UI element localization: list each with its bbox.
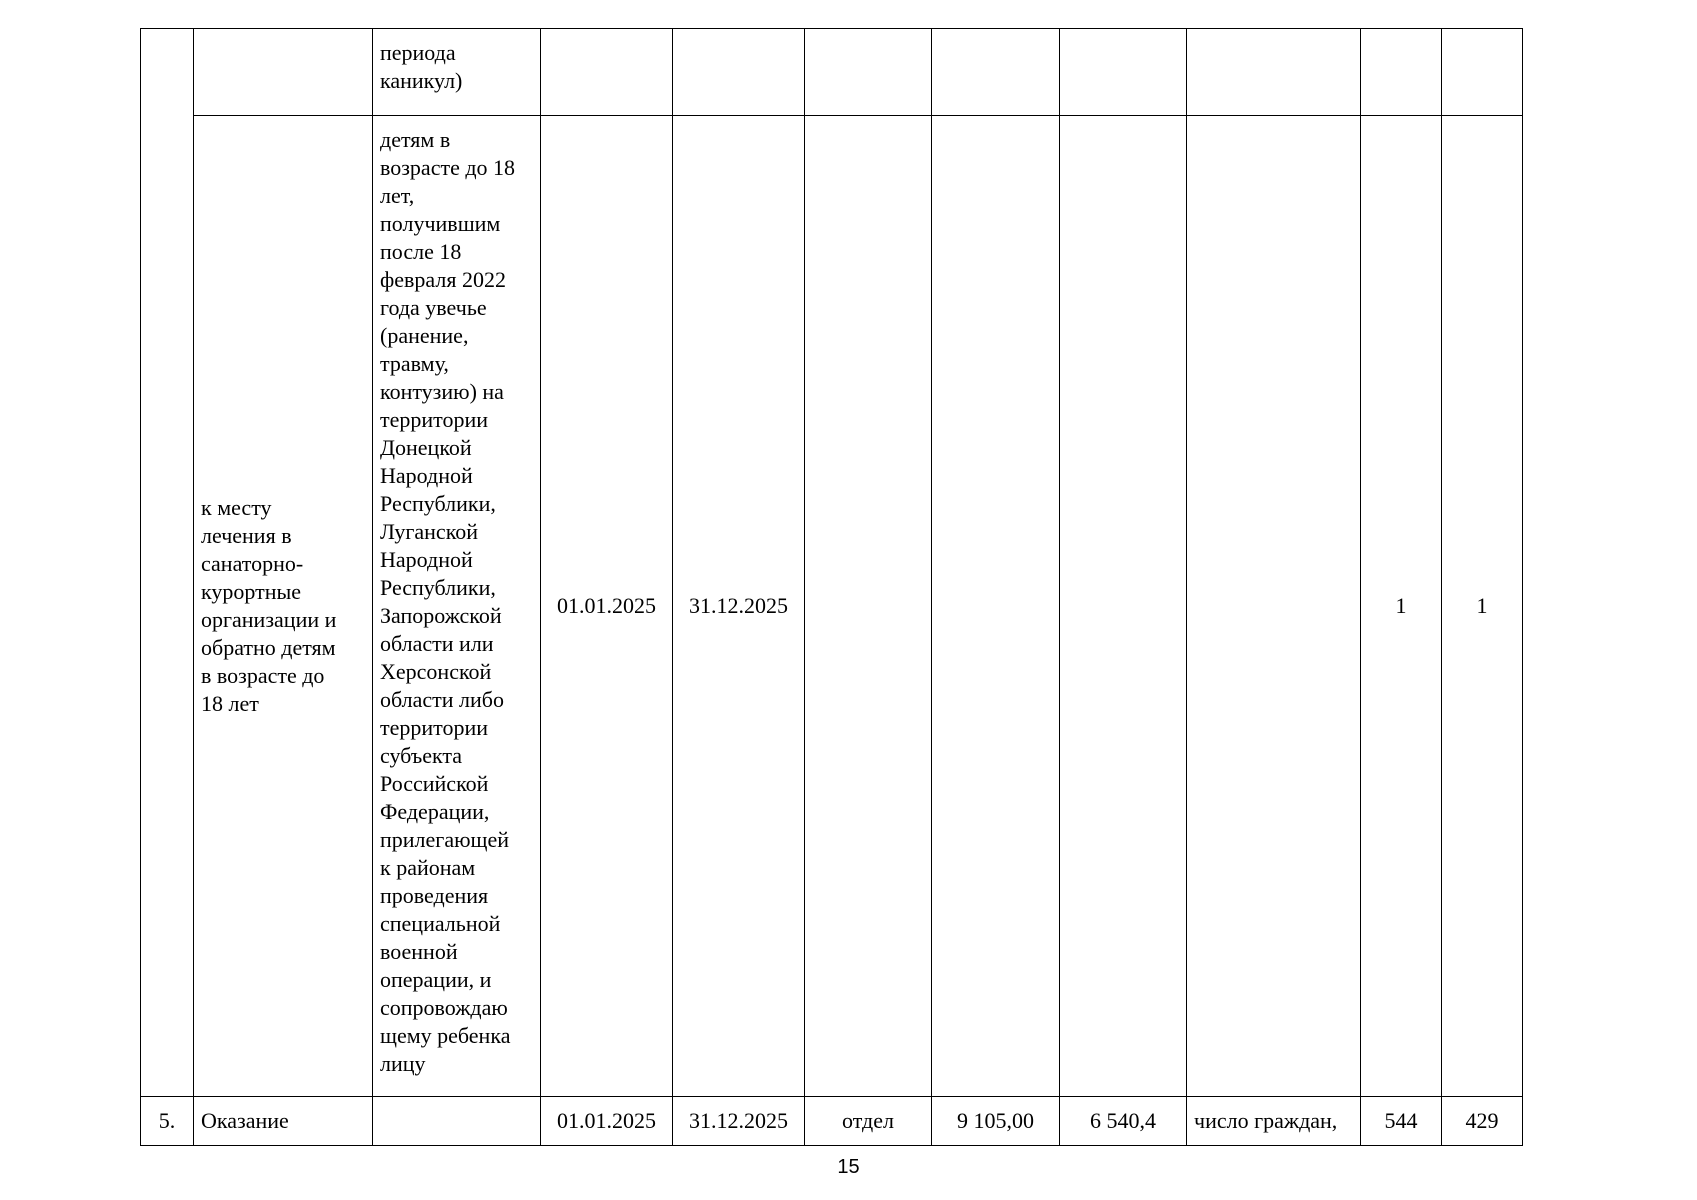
funding-fact-cell [1060, 116, 1187, 1097]
executor-cell [805, 29, 932, 116]
indicator-cell [1187, 116, 1361, 1097]
number-cell: 5. [141, 1097, 194, 1146]
funding-plan-cell [932, 116, 1060, 1097]
indicator-plan-cell: 1 [1361, 116, 1442, 1097]
program-table [140, 28, 1523, 1146]
funding-fact-cell: 6 540,4 [1060, 1097, 1187, 1146]
start-date-cell [541, 29, 673, 116]
executor-cell [805, 116, 932, 1097]
event-name-cell [194, 29, 373, 116]
recipient-cell [373, 1097, 541, 1146]
event-name-cell: Оказание [194, 1097, 373, 1146]
page-number: 15 [837, 1156, 860, 1178]
indicator-plan-cell: 544 [1361, 1097, 1442, 1146]
funding-plan-cell: 9 105,00 [932, 1097, 1060, 1146]
table-row [141, 1097, 1523, 1146]
end-date-cell [673, 29, 805, 116]
indicator-fact-cell: 429 [1442, 1097, 1523, 1146]
end-date-cell: 31.12.2025 [673, 116, 805, 1097]
executor-cell: отдел [805, 1097, 932, 1146]
start-date-cell: 01.01.2025 [541, 1097, 673, 1146]
end-date-cell: 31.12.2025 [673, 1097, 805, 1146]
indicator-fact-cell [1442, 29, 1523, 116]
funding-plan-cell [932, 29, 1060, 116]
recipient-text: детям в возрасте до 18 лет, получившим после 18 февраля 2022 года увечье (ранение, травму, контузию) на территории Донецкой Народной Республики, Луганской Народной Республики, Запорожской области или Херсонской области либо территории субъекта Российской Федерации, прилегающей к районам проведения специальной военной операции, и сопровождаю щему ребенка лицу [380, 127, 516, 1076]
recipient-cell [373, 116, 541, 1097]
start-date-cell: 01.01.2025 [541, 116, 673, 1097]
indicator-fact-cell: 1 [1442, 116, 1523, 1097]
recipient-cell [373, 29, 541, 116]
table-row [141, 29, 1523, 116]
number-cell [141, 29, 194, 1097]
indicator-cell: число граждан, [1187, 1097, 1361, 1146]
indicator-cell [1187, 29, 1361, 116]
table-row [141, 116, 1523, 1097]
event-name-cell [194, 116, 373, 1097]
funding-fact-cell [1060, 29, 1187, 116]
indicator-plan-cell [1361, 29, 1442, 116]
recipient-text: периода каникул) [380, 40, 463, 93]
event-name-text: к месту лечения в санаторно- курортные организации и обратно детям в возрасте до 18 лет [201, 495, 337, 716]
